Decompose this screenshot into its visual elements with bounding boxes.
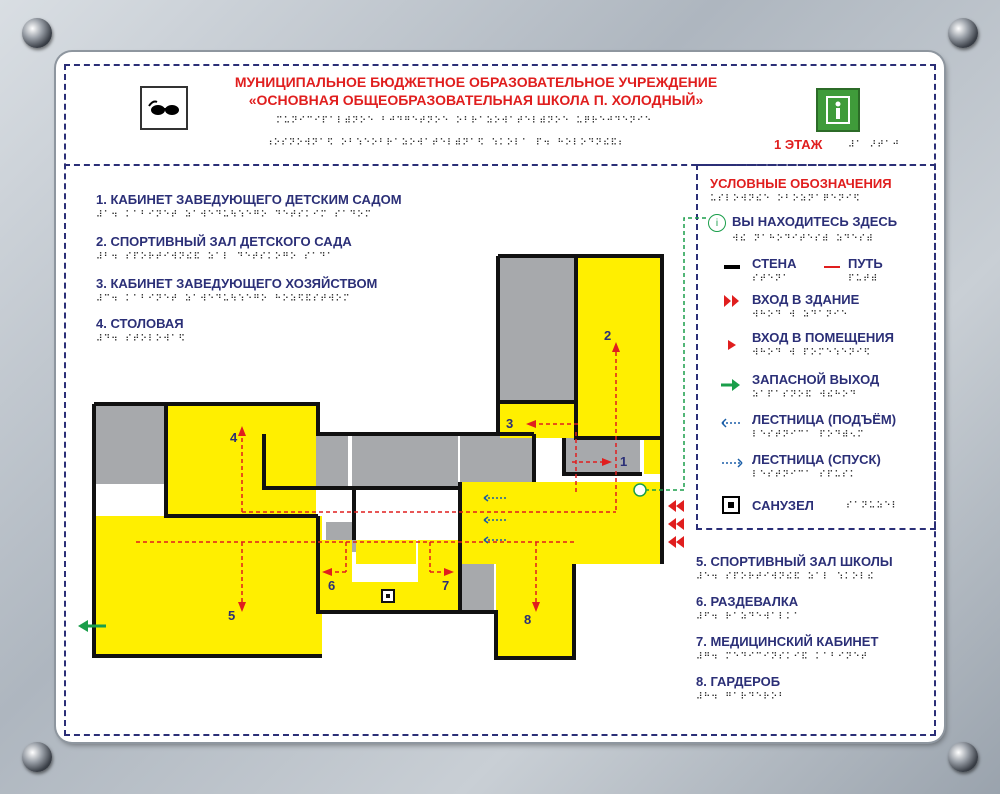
room-label-2: 2. СПОРТИВНЫЙ ЗАЛ ДЕТСКОГО САДА	[96, 234, 352, 249]
braille-text: ⠇⠑⠎⠞⠝⠊⠉⠁ ⠏⠕⠙⠾⠢⠍	[752, 430, 865, 440]
legend-wall: СТЕНА	[752, 256, 797, 271]
sign-panel	[56, 52, 944, 742]
legend-title: УСЛОВНЫЕ ОБОЗНАЧЕНИЯ	[710, 176, 892, 191]
toilet-icon	[382, 590, 394, 602]
braille-text: ⠏⠥⠞⠾	[848, 274, 879, 284]
room-label-4: 4. СТОЛОВАЯ	[96, 316, 184, 331]
legend-here: ВЫ НАХОДИТЕСЬ ЗДЕСЬ	[732, 214, 898, 229]
braille-text: ⠼⠉⠲ ⠅⠁⠃⠊⠝⠑⠞ ⠵⠁⠺⠑⠙⠥⠳⠱⠑⠛⠕ ⠓⠕⠵⠫⠯⠎⠞⠺⠕⠍	[96, 294, 351, 304]
legend-stairs-up: ЛЕСТНИЦА (ПОДЪЁМ)	[752, 412, 897, 427]
header-line2: «ОСНОВНАЯ ОБЩЕОБРАЗОВАТЕЛЬНАЯ ШКОЛА П. ХОЛОДНЫЙ»	[248, 92, 704, 108]
braille-text: ⠼⠋⠲ ⠗⠁⠵⠙⠑⠺⠁⠇⠅⠁	[696, 612, 802, 622]
screw	[22, 742, 52, 772]
screw	[22, 18, 52, 48]
braille-text: ⠼⠛⠲ ⠍⠑⠙⠊⠉⠊⠝⠎⠅⠊⠯ ⠅⠁⠃⠊⠝⠑⠞	[696, 652, 869, 662]
floor-label: 1 ЭТАЖ	[774, 137, 823, 152]
braille-text: ⠼⠓⠲ ⠛⠁⠗⠙⠑⠗⠕⠃	[696, 692, 786, 702]
legend-toilet: САНУЗЕЛ	[752, 498, 814, 513]
braille-text: ⠼⠁⠲ ⠅⠁⠃⠊⠝⠑⠞ ⠵⠁⠺⠑⠙⠥⠳⠱⠑⠛⠕ ⠙⠑⠞⠎⠅⠊⠍ ⠎⠁⠙⠕⠍	[96, 210, 373, 220]
room-label-7: 7. МЕДИЦИНСКИЙ КАБИНЕТ	[696, 634, 879, 649]
map-number-2: 2	[604, 328, 612, 343]
braille-text: ⠵⠁⠏⠁⠎⠝⠕⠯ ⠺⠮⠓⠕⠙	[752, 390, 858, 400]
braille-text: ⠼⠁ ⠜⠞⠁⠚	[848, 140, 900, 150]
map-number-6: 6	[328, 578, 336, 593]
legend-path: ПУТЬ	[848, 256, 883, 271]
braille-text: ⠎⠞⠑⠝⠁	[752, 274, 790, 284]
braille-text: ⠺⠮ ⠝⠁⠓⠕⠙⠊⠞⠑⠎⠾ ⠵⠙⠑⠎⠾	[732, 234, 874, 244]
map-number-3: 3	[506, 416, 514, 431]
map-number-4: 4	[230, 430, 238, 445]
braille-text: ⠼⠃⠲ ⠎⠏⠕⠗⠞⠊⠺⠝⠮⠯ ⠵⠁⠇ ⠙⠑⠞⠎⠅⠕⠛⠕ ⠎⠁⠙⠁	[96, 252, 335, 262]
screw	[948, 742, 978, 772]
map-number-5: 5	[228, 608, 236, 623]
map-number-8: 8	[524, 612, 532, 627]
room-label-6: 6. РАЗДЕВАЛКА	[696, 594, 799, 609]
legend-entrance-room: ВХОД В ПОМЕЩЕНИЯ	[752, 330, 894, 345]
floor-plan	[56, 52, 944, 742]
room-label-8: 8. ГАРДЕРОБ	[696, 674, 781, 689]
braille-text: ⠇⠑⠎⠞⠝⠊⠉⠁ ⠎⠏⠥⠎⠅	[752, 470, 858, 480]
room-label-1: 1. КАБИНЕТ ЗАВЕДУЮЩЕГО ДЕТСКИМ САДОМ	[96, 192, 402, 207]
braille-text: ⠍⠥⠝⠊⠉⠊⠏⠁⠇⠾⠝⠕⠑ ⠃⠚⠙⠛⠑⠞⠝⠕⠑ ⠕⠃⠗⠁⠵⠕⠺⠁⠞⠑⠇⠾⠝⠕⠑ ⠥⠟⠗⠑⠚⠙⠑⠝⠊⠑	[276, 116, 653, 126]
braille-text: ⠺⠓⠕⠙ ⠺ ⠏⠕⠍⠑⠱⠑⠝⠊⠫	[752, 348, 872, 358]
braille-text: ⠼⠑⠲ ⠎⠏⠕⠗⠞⠊⠺⠝⠮⠯ ⠵⠁⠇ ⠱⠅⠕⠇⠮	[696, 572, 875, 582]
braille-text: ⠥⠎⠇⠕⠺⠝⠮⠑ ⠕⠃⠕⠵⠝⠁⠟⠑⠝⠊⠫	[710, 194, 861, 204]
room-label-3: 3. КАБИНЕТ ЗАВЕДУЮЩЕГО ХОЗЯЙСТВОМ	[96, 276, 378, 291]
braille-text: ⠼⠙⠲ ⠎⠞⠕⠇⠕⠺⠁⠫	[96, 334, 186, 344]
map-number-1: 1	[620, 454, 628, 469]
entrance-building-arrows	[668, 500, 684, 548]
room-label-5: 5. СПОРТИВНЫЙ ЗАЛ ШКОЛЫ	[696, 554, 893, 569]
legend-stairs-down: ЛЕСТНИЦА (СПУСК)	[752, 452, 881, 467]
header-line1: МУНИЦИПАЛЬНОЕ БЮДЖЕТНОЕ ОБРАЗОВАТЕЛЬНОЕ УЧРЕЖДЕНИЕ	[234, 74, 718, 90]
legend-entrance-building: ВХОД В ЗДАНИЕ	[752, 292, 860, 307]
legend-emergency-exit: ЗАПАСНОЙ ВЫХОД	[752, 372, 880, 387]
you-are-here-icon: i	[708, 214, 726, 232]
braille-text: ⠰⠕⠎⠝⠕⠺⠝⠁⠫ ⠕⠃⠱⠑⠕⠃⠗⠁⠵⠕⠺⠁⠞⠑⠇⠾⠝⠁⠫ ⠱⠅⠕⠇⠁ ⠏⠲ ⠓⠕⠇⠕⠙⠝⠮⠯⠆	[266, 138, 626, 148]
map-number-7: 7	[442, 578, 450, 593]
braille-text: ⠺⠓⠕⠙ ⠺ ⠵⠙⠁⠝⠊⠑	[752, 310, 849, 320]
screw	[948, 18, 978, 48]
braille-text: ⠎⠁⠝⠥⠵⠑⠇	[846, 501, 900, 511]
